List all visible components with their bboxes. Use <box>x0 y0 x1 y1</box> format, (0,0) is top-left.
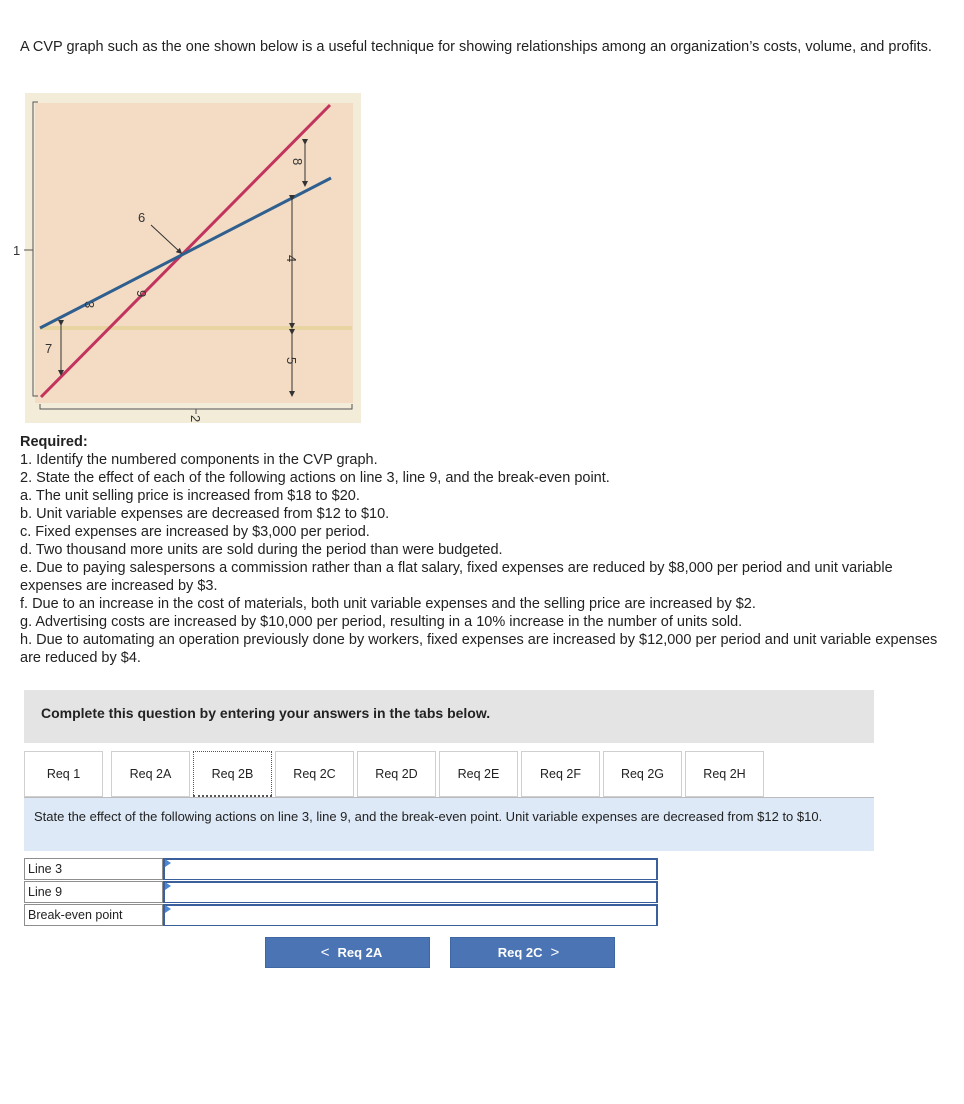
required-line: c. Fixed expenses are increased by $3,000 per period. <box>20 524 370 540</box>
answer-row-line-3 <box>24 858 658 880</box>
tab-req-2c[interactable]: Req 2C <box>275 751 354 797</box>
cvp-graph <box>0 90 370 435</box>
flag-icon <box>165 859 171 867</box>
label-7: 7 <box>45 341 53 356</box>
answer-label: Line 3 <box>24 858 163 880</box>
tab-req-2d[interactable]: Req 2D <box>357 751 436 797</box>
instructions-banner <box>24 690 874 743</box>
required-title: Required: <box>20 434 88 450</box>
label-3: 3 <box>82 301 97 309</box>
question-box <box>24 798 874 851</box>
required-line: 2. State the effect of each of the following actions on line 3, line 9, and the break-even point. <box>20 470 610 486</box>
required-line: f. Due to an increase in the cost of materials, both unit variable expenses and the selling price are increased by $2. <box>20 596 756 612</box>
tab-req-1[interactable]: Req 1 <box>24 751 103 797</box>
next-button[interactable] <box>450 937 615 968</box>
label-2: 2 <box>188 415 203 423</box>
required-line: e. Due to paying salespersons a commission rather than a flat salary, fixed expenses are reduced by $8,000 per period and unit variable expenses are increased by $3. <box>20 560 893 594</box>
tab-req-2e[interactable]: Req 2E <box>439 751 518 797</box>
prev-button-label: Req 2A <box>337 945 383 960</box>
flag-icon <box>165 882 171 890</box>
flag-icon <box>165 905 171 913</box>
chevron-right-icon: > <box>550 944 560 961</box>
line-3-input[interactable] <box>163 858 658 880</box>
intro-text: A CVP graph such as the one shown below is a useful technique for showing relationships among an organization’s costs, volume, and profits. <box>20 39 932 55</box>
label-9: 9 <box>134 290 149 298</box>
required-line: 1. Identify the numbered components in the CVP graph. <box>20 452 378 468</box>
chevron-left-icon: < <box>320 944 330 961</box>
answer-label: Break-even point <box>24 904 163 926</box>
required-line: g. Advertising costs are increased by $10,000 per period, resulting in a 10% increase in the number of units sold. <box>20 614 743 630</box>
line-9-input[interactable] <box>163 881 658 903</box>
instructions-text: Complete this question by entering your answers in the tabs below. <box>41 705 491 721</box>
answer-row-break-even <box>24 904 658 926</box>
question-text: State the effect of the following actions on line 3, line 9, and the break-even point. Unit variable expenses are decreased from $12 to $10. <box>34 809 823 824</box>
label-5: 5 <box>284 357 299 365</box>
required-section <box>20 433 955 667</box>
tab-req-2f[interactable]: Req 2F <box>521 751 600 797</box>
tab-req-2g[interactable]: Req 2G <box>603 751 682 797</box>
prev-button[interactable] <box>265 937 430 968</box>
break-even-input[interactable] <box>163 904 658 926</box>
label-6: 6 <box>138 210 146 225</box>
answer-label: Line 9 <box>24 881 163 903</box>
required-line: h. Due to automating an operation previously done by workers, fixed expenses are increased by $12,000 per period and unit variable expenses are reduced by $4. <box>20 632 938 666</box>
answer-row-line-9 <box>24 881 658 903</box>
tab-req-2a[interactable]: Req 2A <box>111 751 190 797</box>
required-line: d. Two thousand more units are sold during the period than were budgeted. <box>20 542 503 558</box>
required-line: b. Unit variable expenses are decreased from $12 to $10. <box>20 506 390 522</box>
label-8: 8 <box>290 158 305 166</box>
label-1: 1 <box>13 243 21 258</box>
tab-req-2b[interactable]: Req 2B <box>193 751 272 797</box>
label-4: 4 <box>284 255 299 263</box>
next-button-label: Req 2C <box>497 945 543 960</box>
tab-req-2h[interactable]: Req 2H <box>685 751 764 797</box>
required-line: a. The unit selling price is increased from $18 to $20. <box>20 488 360 504</box>
